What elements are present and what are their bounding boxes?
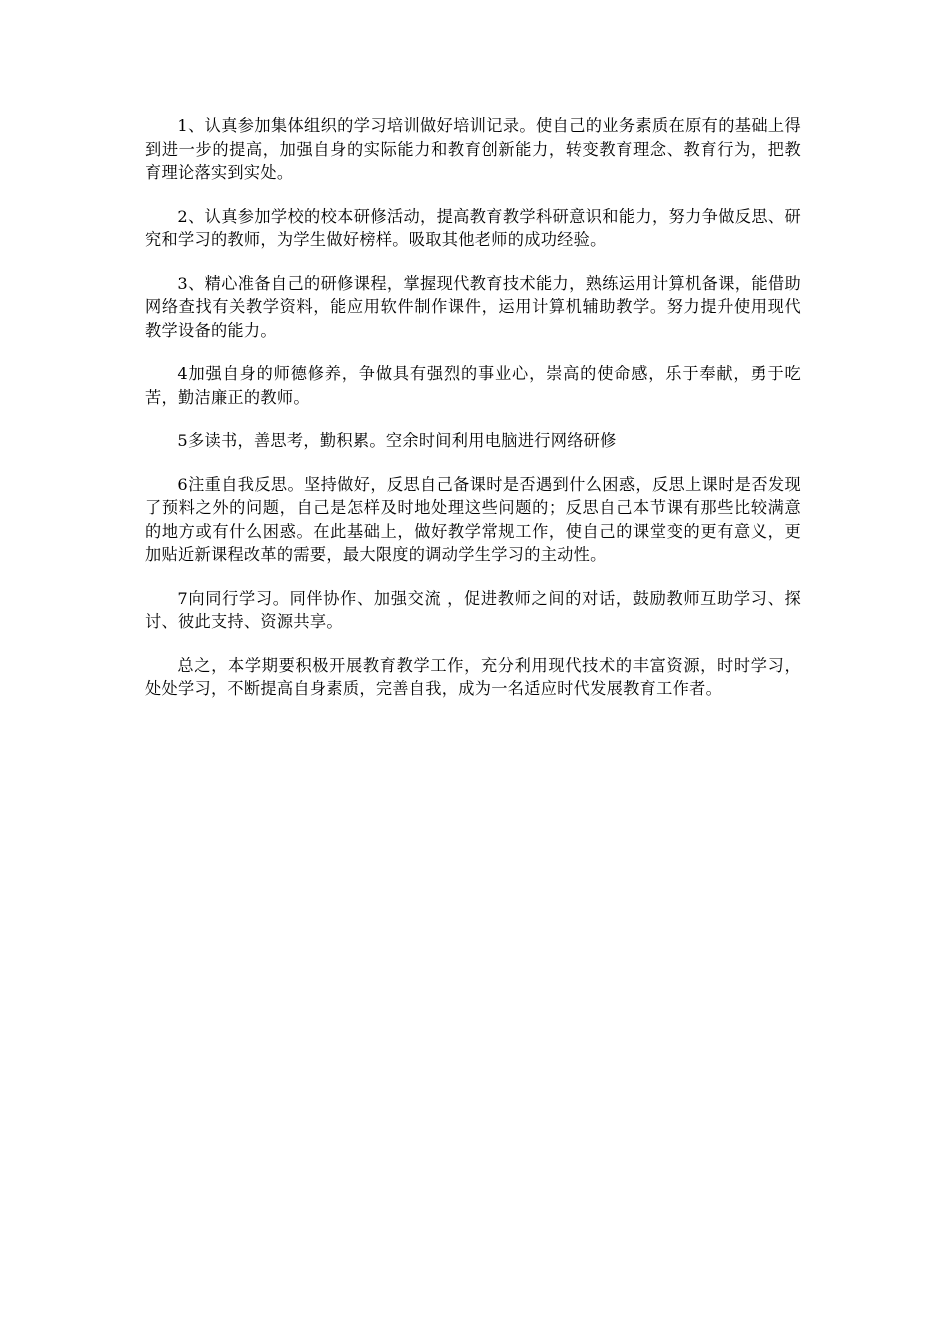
paragraph-7: 7向同行学习。同伴协作、加强交流 ，促进教师之间的对话，鼓励教师互助学习、探讨、彼此支持、资源共享。	[145, 588, 801, 631]
document-body	[145, 114, 801, 721]
paragraph-5: 5多读书，善思考，勤积累。空余时间利用电脑进行网络研修	[177, 431, 617, 450]
paragraph-3: 3、精心准备自己的研修课程，掌握现代教育技术能力，熟练运用计算机备课，能借助网络查找有关教学资料，能应用软件制作课件，运用计算机辅助教学。努力提升使用现代教学设备的能力。	[145, 273, 801, 340]
paragraph-6: 6注重自我反思。坚持做好，反思自己备课时是否遇到什么困惑，反思上课时是否发现了预料之外的问题，自己是怎样及时地处理这些问题的；反思自己本节课有那些比较满意的地方或有什么困惑。在此基础上，做好教学常规工作，使自己的课堂变的更有意义，更加贴近新课程改革的需要，最大限度的调动学生学习的主动性。	[145, 474, 801, 564]
paragraph-summary: 总之，本学期要积极开展教育教学工作，充分利用现代技术的丰富资源，时时学习，处处学习，不断提高自身素质，完善自我，成为一名适应时代发展教育工作者。	[145, 655, 801, 698]
paragraph-4: 4加强自身的师德修养，争做具有强烈的事业心，崇高的使命感，乐于奉献，勇于吃苦，勤洁廉正的教师。	[145, 364, 801, 407]
paragraph-2: 2、认真参加学校的校本研修活动，提高教育教学科研意识和能力，努力争做反思、研究和学习的教师，为学生做好榜样。吸取其他老师的成功经验。	[145, 206, 801, 249]
paragraph-1: 1、认真参加集体组织的学习培训做好培训记录。使自己的业务素质在原有的基础上得到进一步的提高，加强自身的实际能力和教育创新能力，转变教育理念、教育行为，把教育理论落实到实处。	[145, 116, 801, 182]
